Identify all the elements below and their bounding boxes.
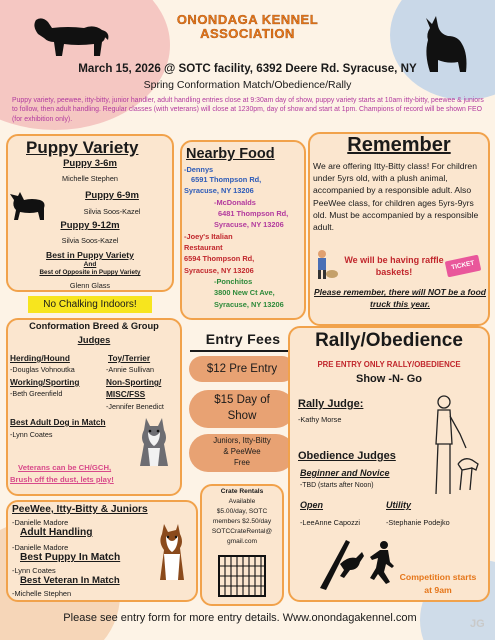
raffle-text: We will be having raffle baskets!: [344, 255, 444, 277]
toy-terrier-label: Toy/Terrier: [108, 353, 151, 363]
footer-text: Please see entry form for more entry details. Www.onondagakennel.com: [63, 612, 417, 624]
conformation-title-l1: Conformation Breed & Group: [29, 321, 159, 331]
best-puppy-variety-label: Best in Puppy Variety: [46, 250, 134, 260]
child-with-dog-icon: [313, 248, 339, 280]
food-mcdonalds-addr1: 6481 Thompson Rd,: [218, 209, 289, 218]
open-label: Open: [300, 500, 324, 510]
toy-terrier-judge: -Annie Sullivan: [106, 365, 154, 374]
non-sporting-label-l2: MISC/FSS: [106, 389, 146, 399]
food-ponchitos-addr1: 3800 New Ct Ave,: [214, 288, 275, 297]
pre-entry-only: PRE ENTRY ONLY RALLY/OBEDIENCE: [317, 360, 461, 369]
header: [0, 0, 495, 130]
rally-title: Rally/Obedience: [315, 330, 463, 351]
puppy-6-9m-judge: Silvia Soos-Kazel: [83, 207, 141, 216]
puppy-3-6m-label: Puppy 3-6m: [63, 158, 117, 169]
show-n-go: Show -N- Go: [356, 373, 422, 385]
food-mcdonalds-name: -McDonalds: [214, 198, 256, 207]
pre-entry-fee: $12 Pre Entry: [189, 356, 295, 382]
adult-handling-label: Adult Handling: [20, 527, 93, 538]
agility-dog-silhouette-icon: [318, 534, 368, 590]
food-dennys-name: -Dennys: [184, 165, 214, 174]
crate-l5: gmail.com: [226, 538, 258, 545]
juniors-judge-2: -Danielle Madore: [12, 543, 69, 552]
competition-start-l2: at 9am: [424, 585, 452, 595]
rally-judge-label: Rally Judge:: [298, 398, 364, 410]
juniors-free-l2: & PeeWee: [223, 447, 261, 456]
best-adult-dog-judge: -Lynn Coates: [10, 430, 53, 439]
crate-l2: $5.00/day, SOTC: [216, 508, 268, 515]
best-veteran-match-label: Best Veteran In Match: [20, 575, 120, 586]
remember-title: Remember: [347, 134, 451, 156]
puppy-variety-title: Puppy Variety: [26, 138, 139, 157]
nearby-food-title: Nearby Food: [186, 146, 275, 162]
food-joeys-name2: Restaurant: [184, 243, 223, 252]
best-opposite-label: Best of Opposite in Puppy Variety: [39, 269, 141, 276]
rally-judge: -Kathy Morse: [298, 415, 342, 424]
event-types: Spring Conformation Match/Obedience/Rally: [143, 79, 352, 91]
utility-label: Utility: [386, 500, 412, 510]
open-judge: -LeeAnne Capozzi: [300, 518, 361, 527]
veterans-note-l1: Veterans can be CH/GCH,: [18, 463, 112, 472]
artist-mark: JG: [470, 618, 485, 630]
crate-l3: members $2.50/day: [212, 518, 272, 525]
date-location: March 15, 2026 @ SOTC facility, 6392 Deere Rd. Syracuse, NY: [78, 62, 417, 75]
club-name-line2: ASSOCIATION: [200, 26, 295, 41]
working-sporting-label: Working/Sporting: [10, 377, 80, 387]
veterans-note-l2: Brush off the dust, lets play!: [10, 475, 114, 484]
best-adult-dog-label: Best Adult Dog in Match: [10, 417, 106, 427]
juniors-free-l1: Juniors, Itty-Bitty: [213, 436, 271, 445]
conformation-title-l2: Judges: [77, 335, 111, 345]
food-truck-notice: Please remember, there will NOT be a food truck this year.: [314, 287, 486, 309]
obedience-judges-label: Obedience Judges: [298, 450, 396, 462]
crate-title: Crate Rentals: [220, 488, 264, 495]
competition-start-l1: Competition starts: [399, 572, 477, 582]
juniors-title: PeeWee, Itty-Bitty & Juniors: [12, 504, 148, 515]
husky-illustration-icon: [132, 414, 176, 468]
non-sporting-label-l1: Non-Sporting/: [106, 377, 162, 387]
utility-judge: -Stephanie Podejko: [386, 518, 450, 527]
puppy-9-12m-label: Puppy 9-12m: [60, 220, 120, 231]
herding-hound-label: Herding/Hound: [10, 353, 70, 363]
food-ponchitos-name: -Ponchitos: [214, 277, 253, 286]
and-label: And: [83, 261, 97, 268]
club-name-line1: ONONDAGA KENNEL: [176, 12, 319, 27]
juniors-free-l3: Free: [233, 458, 251, 467]
puppy-6-9m-label: Puppy 6-9m: [85, 190, 139, 201]
food-ponchitos-addr2: Syracuse, NY 13206: [214, 300, 284, 309]
best-puppy-judge: Glenn Glass: [69, 281, 111, 290]
collie-illustration-icon: [150, 522, 194, 582]
golden-retriever-silhouette-icon: [28, 12, 110, 60]
food-joeys-addr2: Syracuse, NY 13206: [184, 266, 254, 275]
crate-l4: SOTCCrateRental@: [211, 528, 273, 535]
food-dennys-addr1: 6591 Thompson Rd,: [191, 175, 262, 184]
remember-body: We are offering Itty-Bitty class! For children under 5yrs old, with a plush animal, accompanied by a responsible adult. Also PeeWee class, for children ages 5yrs-9yrs old. Must be accompanied by a responsible adult.: [313, 161, 479, 233]
beginner-novice-label: Beginner and Novice: [300, 468, 390, 478]
entry-fees-title: Entry Fees: [205, 331, 281, 347]
non-sporting-judge: -Jennifer Benedict: [106, 402, 164, 411]
food-joeys-name: -Joey's Italian: [184, 232, 233, 241]
crate-l1: Available: [228, 498, 256, 505]
herding-hound-judge: -Douglas Vohnoutka: [10, 365, 75, 374]
day-of-show-fee-l1: $15 Day of: [214, 394, 270, 406]
german-shepherd-small-icon: [8, 188, 48, 222]
day-of-show-fee-l2: Show: [227, 410, 257, 422]
entry-notice: Puppy variety, peewee, itty-bitty, junior handler, adult handling entries close at 9:30am day of show, puppy variety starts at 10am itty-bitty, peewee & juniors to follow, then adult handling. Regular classes (with veterans) will close at 1230pm, day of show and start at 1pm. Champions of record will be shown FEO (for exhibition only).: [12, 97, 484, 123]
no-chalking-banner: No Chalking Indoors!: [28, 296, 152, 313]
beginner-novice-judge: -TBD (starts after Noon): [300, 482, 374, 489]
puppy-3-6m-judge: Michelle Stephen: [62, 174, 118, 183]
raffle-ticket-icon: TICKET: [445, 255, 482, 278]
food-mcdonalds-addr2: Syracuse, NY 13206: [214, 220, 284, 229]
dog-crate-icon: [217, 552, 267, 600]
entry-fees-underline: [190, 350, 294, 352]
juniors-judge-1: -Danielle Madore: [12, 518, 69, 527]
juniors-judge-3: -Lynn Coates: [12, 566, 56, 575]
puppy-9-12m-judge: Silvia Soos-Kazel: [61, 236, 119, 245]
working-sporting-judge: -Beth Greenfield: [10, 389, 63, 398]
food-joeys-addr1: 6594 Thompson Rd,: [184, 254, 255, 263]
juniors-judge-4: -Michelle Stephen: [12, 589, 72, 598]
food-dennys-addr2: Syracuse, NY 13206: [184, 186, 254, 195]
best-puppy-match-label: Best Puppy In Match: [20, 552, 121, 563]
handler-with-dog-illustration-icon: [428, 390, 482, 502]
